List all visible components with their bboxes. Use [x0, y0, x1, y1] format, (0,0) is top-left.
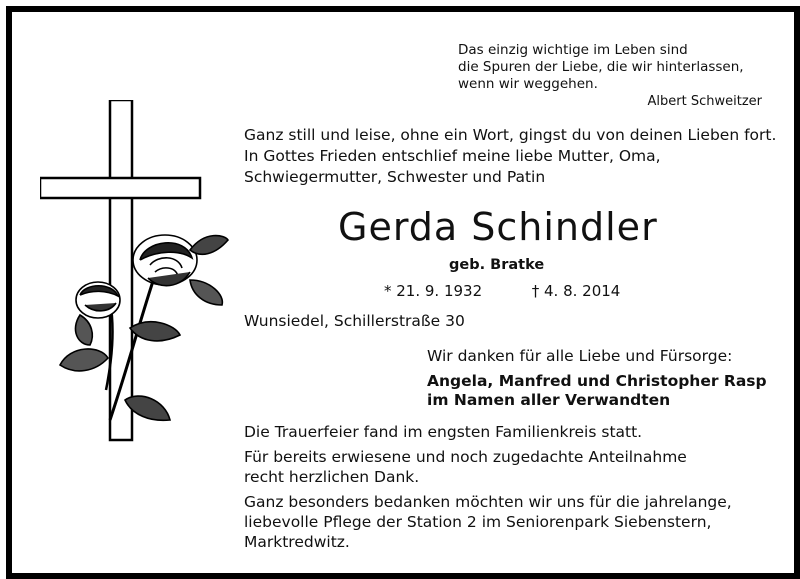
life-dates: [384, 282, 620, 300]
signers-block: [427, 372, 767, 410]
special-thanks-note: [244, 492, 732, 552]
special-thanks-line: Ganz besonders bedanken möchten wir uns für die jahrelange,: [244, 493, 732, 511]
deceased-name: Gerda Schindler: [338, 205, 658, 249]
thanks-line: Wir danken für alle Liebe und Fürsorge:: [427, 347, 733, 365]
sympathy-line: recht herzlichen Dank.: [244, 468, 420, 486]
intro-line: Schwiegermutter, Schwester und Patin: [244, 168, 546, 186]
maiden-name: geb. Bratke: [449, 257, 545, 273]
quote-block: [458, 42, 744, 93]
sympathy-line: Für bereits erwiesene und noch zugedachte Anteilnahme: [244, 448, 687, 466]
intro-text: [244, 125, 776, 188]
obituary-notice: [6, 6, 800, 579]
quote-line: Das einzig wichtige im Leben sind: [458, 42, 688, 58]
quote-author: Albert Schweitzer: [647, 94, 762, 109]
quote-line: wenn wir weggehen.: [458, 76, 598, 92]
rose-icon: [60, 235, 228, 420]
signer-line: im Namen aller Verwandten: [427, 391, 671, 409]
notes-block: [244, 422, 732, 557]
funeral-note: Die Trauerfeier fand im engsten Familienkreis statt.: [244, 423, 643, 441]
intro-line: Ganz still und leise, ohne ein Wort, gingst du von deinen Lieben fort.: [244, 126, 777, 144]
signer-line: Angela, Manfred und Christopher Rasp: [427, 372, 767, 390]
address: Wunsiedel, Schillerstraße 30: [244, 312, 465, 330]
intro-line: In Gottes Frieden entschlief meine liebe Mutter, Oma,: [244, 147, 661, 165]
sympathy-note: [244, 447, 732, 487]
quote-line: die Spuren der Liebe, die wir hinterlassen,: [458, 59, 744, 75]
death-date: † 4. 8. 2014: [531, 282, 621, 300]
special-thanks-line: Marktredwitz.: [244, 533, 350, 551]
special-thanks-line: liebevolle Pflege der Station 2 im Seniorenpark Siebenstern,: [244, 513, 712, 531]
cross-with-roses-illustration: [40, 100, 230, 460]
birth-date: * 21. 9. 1932: [384, 282, 483, 300]
